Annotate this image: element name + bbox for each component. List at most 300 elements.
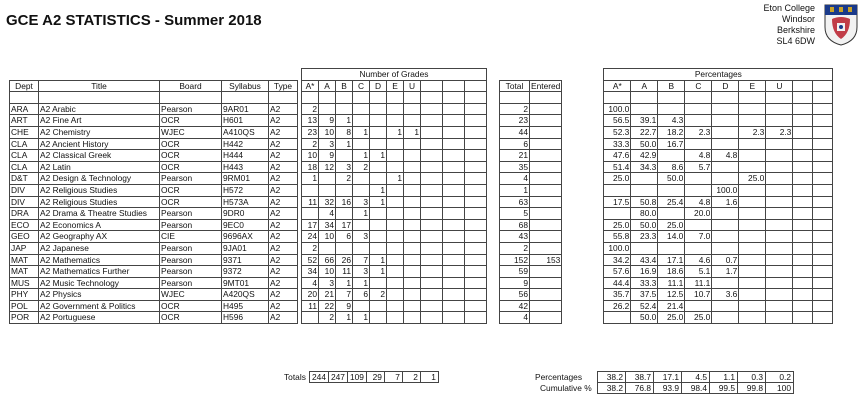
- grade-count-cell: 18: [302, 161, 319, 173]
- dept-cell: MUS: [10, 277, 39, 289]
- grade-count-cell: 6: [353, 289, 370, 301]
- percentages-label: Percentages: [535, 372, 583, 382]
- percentage-cell: 55.8: [604, 231, 631, 243]
- percentage-cell: [712, 126, 739, 138]
- grade-count-cell: 10: [319, 231, 336, 243]
- percentage-cell: [685, 184, 712, 196]
- totals-cell: 29: [366, 372, 384, 383]
- dept-cell: ART: [10, 115, 39, 127]
- grade-count-cell: [370, 115, 387, 127]
- grade-count-cell: 1: [387, 126, 404, 138]
- percentage-cell: 14.0: [658, 231, 685, 243]
- grade-count-cell: 2: [302, 103, 319, 115]
- grade-count-cell: 7: [336, 289, 353, 301]
- cumulative-cell: 100: [766, 383, 794, 394]
- grade-count-cell: 34: [302, 266, 319, 278]
- percentages-cell: 1.1: [710, 372, 738, 383]
- percentages-cell: 0.2: [766, 372, 794, 383]
- table-row: [10, 126, 833, 138]
- syllabus-cell: 9372: [222, 266, 269, 278]
- percentage-cell: 23.3: [631, 231, 658, 243]
- percentage-cell: [766, 196, 793, 208]
- percentage-cell: 2.3: [739, 126, 766, 138]
- spacer-row: [10, 92, 833, 104]
- dept-cell: ARA: [10, 103, 39, 115]
- grade-count-cell: [319, 173, 336, 185]
- percentage-cell: [712, 242, 739, 254]
- percentage-cell: [712, 103, 739, 115]
- grade-count-cell: 10: [319, 266, 336, 278]
- percentage-cell: 4.8: [712, 150, 739, 162]
- table-row: [10, 196, 833, 208]
- grade-count-cell: [404, 300, 421, 312]
- totals-table: [309, 371, 439, 383]
- grade-count-cell: 1: [370, 150, 387, 162]
- board-cell: OCR: [160, 138, 222, 150]
- total-cell: 2: [500, 242, 530, 254]
- cumulative-cell: 99.8: [738, 383, 766, 394]
- total-cell: 4: [500, 173, 530, 185]
- percentage-cell: 2.3: [685, 126, 712, 138]
- grade-count-cell: [336, 208, 353, 220]
- title-cell: A2 Drama & Theatre Studies: [39, 208, 160, 220]
- entered-cell: [530, 300, 562, 312]
- total-cell: 44: [500, 126, 530, 138]
- school-county: Berkshire: [776, 25, 815, 35]
- percentage-cell: [739, 150, 766, 162]
- board-cell: OCR: [160, 196, 222, 208]
- header-pct: E: [739, 80, 766, 92]
- dept-cell: D&T: [10, 173, 39, 185]
- title-cell: A2 Portuguese: [39, 312, 160, 324]
- dept-cell: MAT: [10, 254, 39, 266]
- cumulative-cell: 98.4: [682, 383, 710, 394]
- grade-count-cell: [387, 219, 404, 231]
- grade-count-cell: 2: [353, 161, 370, 173]
- total-cell: 6: [500, 138, 530, 150]
- total-cell: 2: [500, 103, 530, 115]
- results-table: [9, 68, 833, 324]
- grade-count-cell: 1: [370, 196, 387, 208]
- board-cell: WJEC: [160, 126, 222, 138]
- percentage-cell: [739, 242, 766, 254]
- percentage-cell: 51.4: [604, 161, 631, 173]
- grade-count-cell: [370, 161, 387, 173]
- percentage-cell: 20.0: [685, 208, 712, 220]
- percentage-cell: [766, 138, 793, 150]
- table-row: [10, 208, 833, 220]
- grade-count-cell: 3: [353, 196, 370, 208]
- percentage-cell: 44.4: [604, 277, 631, 289]
- type-cell: A2: [269, 173, 298, 185]
- percentage-cell: [766, 266, 793, 278]
- percentage-cell: 56.5: [604, 115, 631, 127]
- percentages-group-header: Percentages: [604, 69, 833, 81]
- grade-count-cell: [404, 184, 421, 196]
- grade-count-cell: 24: [302, 231, 319, 243]
- grade-count-cell: [370, 242, 387, 254]
- percentage-cell: 25.0: [685, 312, 712, 324]
- dept-cell: CLA: [10, 150, 39, 162]
- grade-count-cell: 1: [370, 184, 387, 196]
- cumulative-label: Cumulative %: [540, 383, 592, 393]
- percentage-cell: [604, 208, 631, 220]
- syllabus-cell: H444: [222, 150, 269, 162]
- dept-cell: POL: [10, 300, 39, 312]
- type-cell: A2: [269, 150, 298, 162]
- percentage-cell: [739, 115, 766, 127]
- syllabus-cell: H601: [222, 115, 269, 127]
- grade-count-cell: [387, 150, 404, 162]
- entered-cell: [530, 138, 562, 150]
- total-cell: 42: [500, 300, 530, 312]
- syllabus-cell: 9JA01: [222, 242, 269, 254]
- grade-count-cell: [404, 161, 421, 173]
- grade-count-cell: [387, 161, 404, 173]
- grade-count-cell: 11: [302, 196, 319, 208]
- grade-count-cell: 66: [319, 254, 336, 266]
- percentage-cell: [766, 312, 793, 324]
- grade-count-cell: 9: [336, 300, 353, 312]
- percentage-cell: [685, 300, 712, 312]
- board-cell: Pearson: [160, 277, 222, 289]
- table-row: [10, 231, 833, 243]
- grade-count-cell: 1: [336, 277, 353, 289]
- board-cell: OCR: [160, 115, 222, 127]
- grade-count-cell: 3: [353, 266, 370, 278]
- board-cell: OCR: [160, 312, 222, 324]
- grade-count-cell: 17: [302, 219, 319, 231]
- grade-count-cell: [387, 266, 404, 278]
- total-cell: 152: [500, 254, 530, 266]
- table-row: [10, 289, 833, 301]
- percentage-cell: 1.7: [712, 266, 739, 278]
- percentage-cell: [766, 208, 793, 220]
- title-cell: A2 Fine Art: [39, 115, 160, 127]
- grade-count-cell: 1: [353, 126, 370, 138]
- grade-count-cell: 16: [336, 196, 353, 208]
- totals-cell: 244: [310, 372, 329, 383]
- title-cell: A2 Ancient History: [39, 138, 160, 150]
- grade-count-cell: [404, 103, 421, 115]
- board-cell: Pearson: [160, 208, 222, 220]
- percentage-cell: 16.7: [658, 138, 685, 150]
- grade-count-cell: [387, 231, 404, 243]
- table-row: [10, 266, 833, 278]
- grade-count-cell: [404, 266, 421, 278]
- percentage-cell: [766, 184, 793, 196]
- header-grade: U: [404, 80, 421, 92]
- dept-cell: DIV: [10, 196, 39, 208]
- type-cell: A2: [269, 103, 298, 115]
- percentage-cell: 42.9: [631, 150, 658, 162]
- table-row: [10, 115, 833, 127]
- board-cell: OCR: [160, 161, 222, 173]
- type-cell: A2: [269, 219, 298, 231]
- percentage-cell: [631, 103, 658, 115]
- percentage-cell: [766, 115, 793, 127]
- percentage-cell: [658, 150, 685, 162]
- percentage-cell: [631, 184, 658, 196]
- percentage-cell: 4.3: [658, 115, 685, 127]
- title-cell: A2 Mathematics: [39, 254, 160, 266]
- header-grade: B: [336, 80, 353, 92]
- percentage-cell: [712, 208, 739, 220]
- percentage-cell: [739, 277, 766, 289]
- type-cell: A2: [269, 289, 298, 301]
- percentage-cell: 47.6: [604, 150, 631, 162]
- grade-count-cell: [353, 219, 370, 231]
- totals-cell: 109: [347, 372, 366, 383]
- table-row: [10, 103, 833, 115]
- grade-count-cell: 23: [302, 126, 319, 138]
- percentage-cell: 50.0: [631, 219, 658, 231]
- percentage-cell: 50.0: [658, 173, 685, 185]
- grade-count-cell: 2: [302, 242, 319, 254]
- percentage-cell: 43.4: [631, 254, 658, 266]
- entered-cell: 153: [530, 254, 562, 266]
- dept-cell: MAT: [10, 266, 39, 278]
- total-cell: 68: [500, 219, 530, 231]
- title-cell: A2 Music Technology: [39, 277, 160, 289]
- grade-count-cell: 26: [336, 254, 353, 266]
- type-cell: A2: [269, 196, 298, 208]
- dept-cell: DIV: [10, 184, 39, 196]
- grade-count-cell: [404, 173, 421, 185]
- grade-count-cell: [353, 173, 370, 185]
- type-cell: A2: [269, 138, 298, 150]
- grade-count-cell: [370, 219, 387, 231]
- grade-count-cell: 13: [302, 115, 319, 127]
- header-total: Total: [500, 80, 530, 92]
- grade-count-cell: [370, 103, 387, 115]
- percentage-cell: [739, 254, 766, 266]
- entered-cell: [530, 173, 562, 185]
- grade-count-cell: [387, 115, 404, 127]
- header-syllabus: Syllabus: [222, 80, 269, 92]
- board-cell: OCR: [160, 150, 222, 162]
- percentage-cell: 52.4: [631, 300, 658, 312]
- grade-count-cell: 4: [319, 208, 336, 220]
- percentage-cell: [685, 219, 712, 231]
- percentage-cell: [712, 300, 739, 312]
- grade-count-cell: 4: [302, 277, 319, 289]
- header-grade: C: [353, 80, 370, 92]
- percentage-cell: [739, 103, 766, 115]
- dept-cell: PHY: [10, 289, 39, 301]
- entered-cell: [530, 103, 562, 115]
- board-cell: Pearson: [160, 266, 222, 278]
- grade-count-cell: [387, 254, 404, 266]
- type-cell: A2: [269, 277, 298, 289]
- percentage-cell: 35.7: [604, 289, 631, 301]
- percentage-cell: [712, 138, 739, 150]
- percentages-cell: 4.5: [682, 372, 710, 383]
- percentage-cell: 34.3: [631, 161, 658, 173]
- table-row: [10, 312, 833, 324]
- percentage-cell: [739, 312, 766, 324]
- grade-count-cell: [370, 231, 387, 243]
- syllabus-cell: H442: [222, 138, 269, 150]
- total-cell: 4: [500, 312, 530, 324]
- grade-count-cell: 3: [336, 161, 353, 173]
- totals-label: Totals: [284, 372, 306, 382]
- grade-count-cell: 7: [353, 254, 370, 266]
- board-cell: WJEC: [160, 289, 222, 301]
- percentage-cell: 4.6: [685, 254, 712, 266]
- percentage-cell: [604, 184, 631, 196]
- percentage-cell: 5.7: [685, 161, 712, 173]
- grade-count-cell: 8: [336, 126, 353, 138]
- grade-count-cell: 10: [302, 150, 319, 162]
- school-name: Eton College: [763, 3, 815, 13]
- title-cell: A2 Design & Technology: [39, 173, 160, 185]
- grade-count-cell: [404, 242, 421, 254]
- percentage-cell: 17.5: [604, 196, 631, 208]
- percentage-cell: 33.3: [604, 138, 631, 150]
- percentage-cell: 22.7: [631, 126, 658, 138]
- percentage-cell: 50.8: [631, 196, 658, 208]
- percentage-cell: 4.8: [685, 196, 712, 208]
- type-cell: A2: [269, 208, 298, 220]
- percentage-cell: 52.3: [604, 126, 631, 138]
- percentage-cell: 7.0: [685, 231, 712, 243]
- grade-count-cell: 3: [353, 231, 370, 243]
- grade-count-cell: [336, 184, 353, 196]
- type-cell: A2: [269, 254, 298, 266]
- table-row: [10, 300, 833, 312]
- percentage-cell: [739, 196, 766, 208]
- percentage-cell: [766, 219, 793, 231]
- dept-cell: CLA: [10, 138, 39, 150]
- total-cell: 23: [500, 115, 530, 127]
- percentage-cell: 100.0: [712, 184, 739, 196]
- grade-count-cell: [387, 312, 404, 324]
- percentage-cell: [604, 312, 631, 324]
- cumulative-cell: 76.8: [626, 383, 654, 394]
- grade-count-cell: [404, 115, 421, 127]
- percentage-cell: 4.8: [685, 150, 712, 162]
- grade-count-cell: [353, 138, 370, 150]
- percentage-cell: 1.6: [712, 196, 739, 208]
- header-grade: D: [370, 80, 387, 92]
- grade-count-cell: 10: [319, 126, 336, 138]
- total-cell: 5: [500, 208, 530, 220]
- percentage-cell: [766, 103, 793, 115]
- grade-count-cell: 1: [404, 126, 421, 138]
- grade-count-cell: [404, 231, 421, 243]
- percentage-cell: 18.2: [658, 126, 685, 138]
- header-pct: A: [631, 80, 658, 92]
- title-cell: A2 Government & Politics: [39, 300, 160, 312]
- totals-cell: 247: [328, 372, 347, 383]
- percentage-cell: [631, 173, 658, 185]
- percentage-cell: [739, 231, 766, 243]
- title-cell: A2 Religious Studies: [39, 196, 160, 208]
- title-cell: A2 Mathematics Further: [39, 266, 160, 278]
- syllabus-cell: 9EC0: [222, 219, 269, 231]
- grade-count-cell: [302, 312, 319, 324]
- entered-cell: [530, 126, 562, 138]
- percentage-cell: [712, 231, 739, 243]
- dept-cell: CHE: [10, 126, 39, 138]
- grade-count-cell: 52: [302, 254, 319, 266]
- percentage-cell: 12.5: [658, 289, 685, 301]
- percentage-cell: [766, 231, 793, 243]
- percentage-cell: [712, 161, 739, 173]
- percentage-cell: [658, 103, 685, 115]
- percentage-cell: 21.4: [658, 300, 685, 312]
- grade-count-cell: [353, 300, 370, 312]
- header-pct: D: [712, 80, 739, 92]
- percentage-cell: [712, 115, 739, 127]
- type-cell: A2: [269, 231, 298, 243]
- grade-count-cell: [370, 126, 387, 138]
- grade-count-cell: 2: [319, 312, 336, 324]
- title-cell: A2 Latin: [39, 161, 160, 173]
- percentage-cell: 11.1: [658, 277, 685, 289]
- cumulative-cell: 99.5: [710, 383, 738, 394]
- table-row: [10, 184, 833, 196]
- totals-cell: 2: [402, 372, 420, 383]
- entered-cell: [530, 184, 562, 196]
- table-row: [10, 173, 833, 185]
- entered-cell: [530, 231, 562, 243]
- syllabus-cell: H572: [222, 184, 269, 196]
- total-cell: 9: [500, 277, 530, 289]
- type-cell: A2: [269, 266, 298, 278]
- board-cell: CIE: [160, 231, 222, 243]
- grade-count-cell: [370, 138, 387, 150]
- grade-count-cell: 32: [319, 196, 336, 208]
- entered-cell: [530, 115, 562, 127]
- header-dept: Dept: [10, 80, 39, 92]
- entered-cell: [530, 312, 562, 324]
- percentage-cell: 25.4: [658, 196, 685, 208]
- cumulative-cell: 38.2: [598, 383, 626, 394]
- grade-count-cell: 1: [336, 115, 353, 127]
- percentage-cell: [739, 184, 766, 196]
- header-pct: U: [766, 80, 793, 92]
- grade-count-cell: [353, 103, 370, 115]
- percentage-cell: [766, 173, 793, 185]
- grade-count-cell: [404, 312, 421, 324]
- grade-count-cell: 11: [302, 300, 319, 312]
- percentage-cell: 50.0: [631, 312, 658, 324]
- total-cell: 56: [500, 289, 530, 301]
- percentage-cell: [658, 184, 685, 196]
- syllabus-cell: H443: [222, 161, 269, 173]
- school-town: Windsor: [781, 14, 815, 24]
- grade-count-cell: [370, 300, 387, 312]
- cumulative-cell: 93.9: [654, 383, 682, 394]
- grade-count-cell: 1: [387, 173, 404, 185]
- percentage-cell: 34.2: [604, 254, 631, 266]
- entered-cell: [530, 196, 562, 208]
- percentage-cell: 25.0: [604, 219, 631, 231]
- syllabus-cell: H596: [222, 312, 269, 324]
- grade-count-cell: 9: [319, 150, 336, 162]
- percentage-cell: 37.5: [631, 289, 658, 301]
- board-cell: Pearson: [160, 219, 222, 231]
- grade-count-cell: [387, 208, 404, 220]
- entered-cell: [530, 150, 562, 162]
- percentage-cell: [766, 150, 793, 162]
- table-row: [10, 150, 833, 162]
- grade-count-cell: [336, 103, 353, 115]
- grade-count-cell: [336, 242, 353, 254]
- syllabus-cell: 9371: [222, 254, 269, 266]
